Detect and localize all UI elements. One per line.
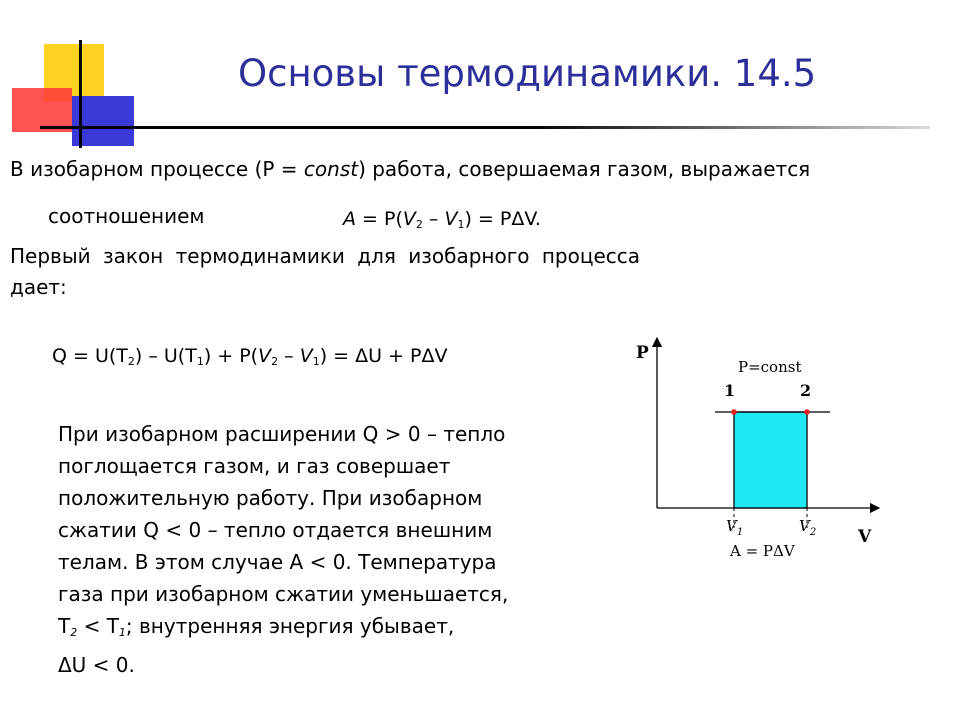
work-formula-label: A = PΔV [730, 542, 795, 560]
heat-v2: V [258, 345, 272, 367]
formula-work-tail: ) = PΔV. [464, 208, 541, 230]
formula-work-v2: V [402, 208, 416, 230]
const-label: P=const [738, 358, 802, 376]
point-2-label: 2 [800, 381, 812, 400]
intro-const: const [303, 157, 359, 181]
heat-p5: ) = ΔU + PΔV [319, 345, 448, 367]
first-law-line-2: дает: [10, 275, 67, 299]
p-axis-label: P [636, 343, 649, 363]
para-line-5: телам. В этом случае A < 0. Температура [58, 550, 497, 574]
formula-work-v1: V [444, 208, 458, 230]
explanation-paragraph [58, 418, 508, 681]
v2-label: $V_2$ [799, 517, 817, 538]
para-line-4: сжатии Q < 0 – тепло отдается внешним [58, 518, 493, 542]
para-line-1: При изобарном расширении Q > 0 – тепло [58, 422, 506, 446]
para-line-3: положительную работу. При изобарном [58, 486, 483, 510]
para-t2: T [58, 614, 71, 638]
para-line-8: ΔU < 0. [58, 653, 135, 677]
heat-s3: 2 [271, 355, 279, 368]
point-1 [731, 409, 737, 415]
intro-text-a: В изобарном процессе (P = [10, 157, 304, 181]
para-t2-sub: 2 [70, 626, 78, 639]
intro-line-1 [10, 156, 810, 182]
deco-vertical-line [79, 40, 82, 148]
work-area [734, 412, 807, 508]
heat-v1: V [299, 345, 313, 367]
formula-work-minus: – [422, 208, 445, 230]
para-line-7-rest: ; внутренняя энергия убывает, [125, 614, 455, 638]
formula-work [343, 206, 541, 238]
heat-p4: – [278, 345, 300, 367]
para-line-2: поглощается газом, и газ совершает [58, 454, 451, 478]
first-law-line-1: Первый закон термодинамики для изобарного процесса [10, 244, 641, 268]
heat-p1: Q = U(T [52, 345, 128, 367]
para-t1: < T [77, 614, 119, 638]
point-1-label: 1 [724, 381, 736, 400]
formula-work-sub1: 1 [457, 218, 465, 231]
para-t1-sub: 1 [118, 626, 126, 639]
v-axis-label: V [858, 527, 872, 547]
para-line-7 [58, 610, 508, 649]
formula-work-a: A [343, 208, 356, 230]
heat-p2: ) – U(T [134, 345, 197, 367]
heat-s4: 1 [312, 355, 320, 368]
point-2 [804, 409, 810, 415]
deco-horizontal-line [40, 126, 930, 129]
heat-s2: 1 [196, 355, 204, 368]
formula-work-sub2: 2 [415, 218, 423, 231]
v1-label: $V_1$ [726, 517, 744, 538]
heat-s1: 2 [127, 355, 135, 368]
formula-heat [52, 343, 447, 375]
heat-p3: ) + P( [203, 345, 259, 367]
intro-line-2: соотношением [48, 204, 205, 228]
pv-diagram [610, 330, 890, 580]
slide-title: Основы термодинамики. 14.5 [238, 52, 817, 95]
formula-work-eq: = P( [356, 208, 403, 230]
intro-text-b: ) работа, совершаемая газом, выражается [358, 157, 811, 181]
para-line-6: газа при изобарном сжатии уменьшается, [58, 582, 509, 606]
